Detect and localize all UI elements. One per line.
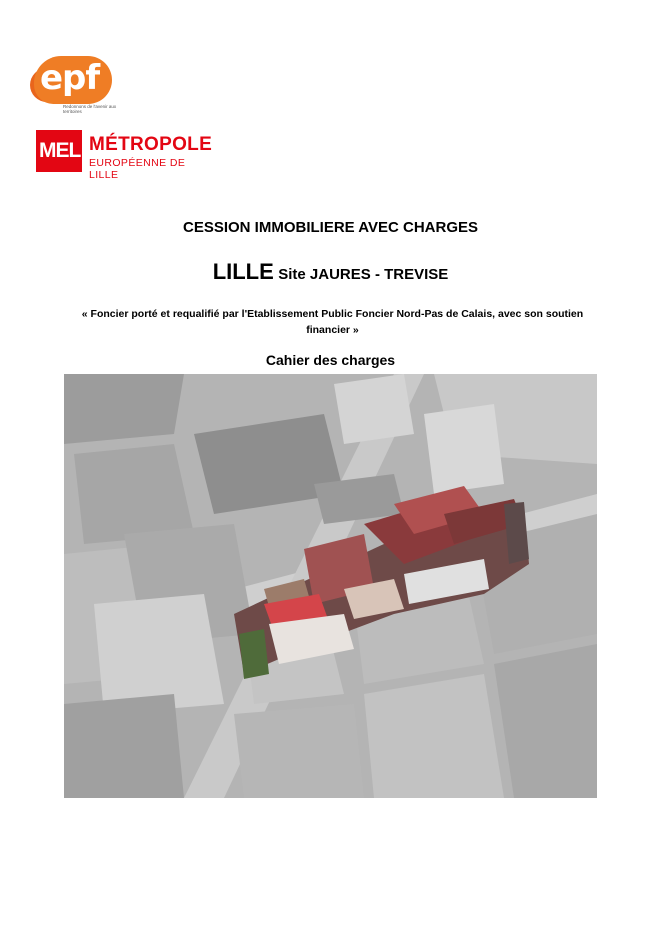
mel-logo <box>36 130 216 181</box>
mel-logo-name: MÉTROPOLE <box>89 134 213 155</box>
city-name: LILLE <box>212 259 274 284</box>
mel-logo-box-text: MEL <box>39 139 81 162</box>
epf-wordmark: epf <box>40 58 100 98</box>
site-name: Site JAURES - TREVISE <box>278 266 449 283</box>
document-subtitle <box>0 259 661 285</box>
epf-tagline: Redonnons de l'avenir aux territoires <box>63 104 117 114</box>
document-caption: Cahier des charges <box>265 352 396 368</box>
mel-logo-box <box>36 130 82 172</box>
document-quote: « Foncier porté et requalifié par l'Etablissement Public Foncier Nord-Pas de Calais, avec son soutien financier » <box>81 308 584 336</box>
aerial-photo-drawing <box>64 374 597 798</box>
epf-logo <box>30 50 120 116</box>
document-title: CESSION IMMOBILIERE AVEC CHARGES <box>182 219 479 236</box>
mel-logo-subname: EUROPÉENNE DE LILLE <box>89 157 186 181</box>
aerial-photo <box>64 374 597 798</box>
